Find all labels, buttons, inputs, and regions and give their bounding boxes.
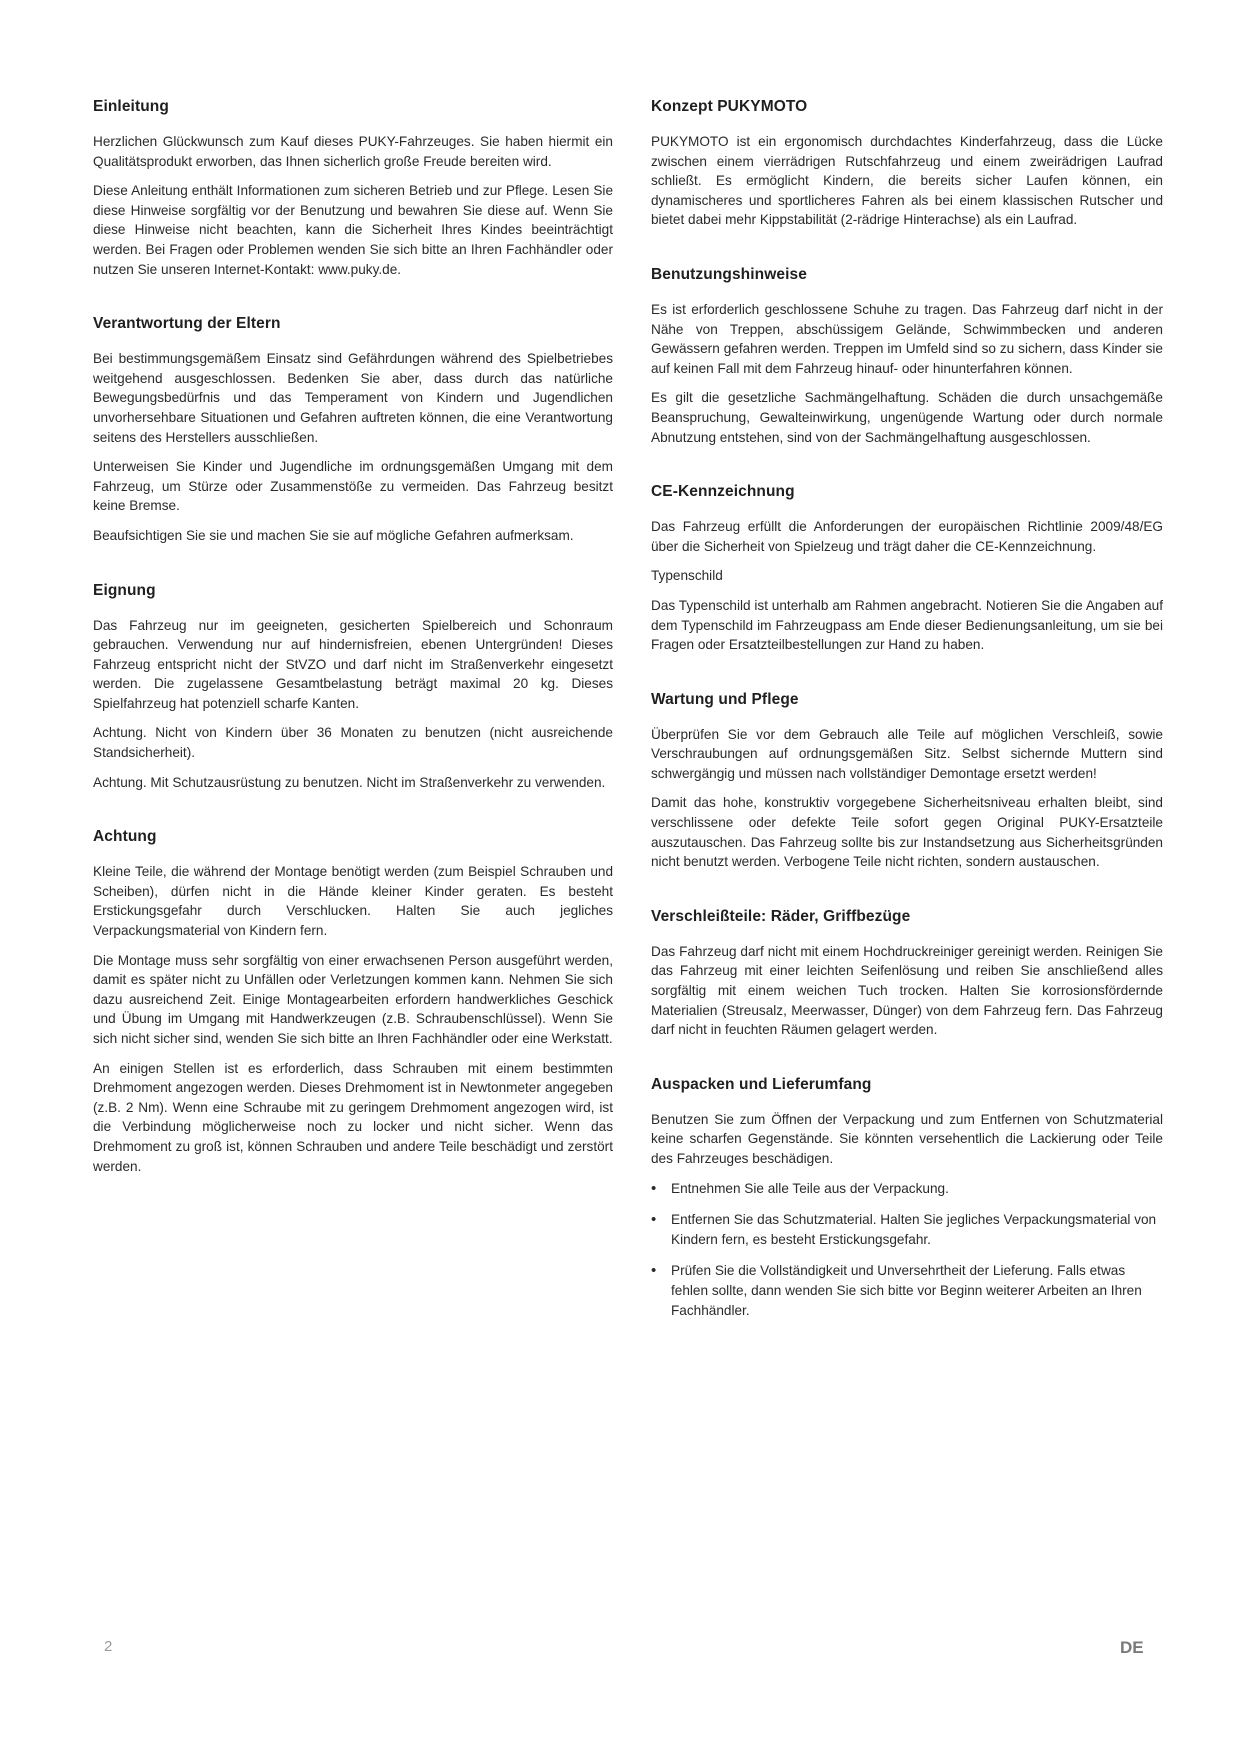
paragraph: Das Typenschild ist unterhalb am Rahmen angebracht. Notieren Sie die Angaben auf dem Typenschild im Fahrzeugpass am Ende dieser Bedienungsanleitung, um sie bei Fragen oder Ersatzteilbestellungen zur Hand zu haben. — [651, 597, 1163, 653]
paragraph: Das Fahrzeug erfüllt die Anforderungen der europäischen Richtlinie 2009/48/EG über die Sicherheit von Spielzeug und trägt daher die CE-Kennzeichnung. — [651, 519, 1163, 554]
page-number: 2 — [104, 1638, 113, 1655]
right-column — [651, 98, 1163, 1356]
section-heading: Auspacken und Lieferumfang — [651, 1075, 872, 1093]
section-heading: Benutzungshinweise — [651, 265, 807, 283]
paragraph: Damit das hohe, konstruktiv vorgegebene Sicherheitsniveau erhalten bleibt, sind verschlissene oder defekte Teile sofort gegen Original PUKY-Ersatzteile auszutauschen. Das Fahrzeug sollte bis zur Instandsetzung aus Sicherheitsgründen nicht benutzt werden. Verbogene Teile nicht richten, sondern austauschen. — [651, 795, 1163, 870]
section-verschleissteile — [651, 908, 1163, 1040]
section-auspacken — [651, 1076, 1163, 1320]
list-item: • Prüfen Sie die Vollständigkeit und Unversehrtheit der Lieferung. Falls etwas fehlen sollte, dann wenden Sie sich bitte vor Beginn weiterer Arbeiten an Ihren Fachhändler. — [651, 1261, 1163, 1320]
left-column — [93, 98, 613, 1212]
list-item: • Entfernen Sie das Schutzmaterial. Halten Sie jegliches Verpackungsmaterial von Kindern fern, es besteht Erstickungsgefahr. — [651, 1210, 1163, 1249]
paragraph: Bei bestimmungsgemäßem Einsatz sind Gefährdungen während des Spielbetriebes weitgehend ausgeschlossen. Bedenken Sie aber, dass durch das natürliche Bewegungsbedürfnis und das Temperament von Kindern und Jugendlichen unvorhersehbare Situationen und Gefahren auftreten können, die eine Verantwortung seitens des Herstellers ausschließen. — [93, 351, 613, 445]
language-code: DE — [1120, 1638, 1144, 1657]
section-heading: Wartung und Pflege — [651, 690, 799, 708]
paragraph: Diese Anleitung enthält Informationen zum sicheren Betrieb und zur Pflege. Lesen Sie diese Hinweise sorgfältig vor der Benutzung und bewahren Sie diese auf. Wenn Sie diese Hinweise nicht beachten, kann die Sicherheit Ihres Kindes beeinträchtigt werden. Bei Fragen oder Problemen wenden Sie sich bitte an Ihren Fachhändler oder nutzen Sie unseren Internet-Kontakt: www.puky.de. — [93, 183, 613, 277]
section-ce-kennzeichnung — [651, 483, 1163, 655]
paragraph: Es ist erforderlich geschlossene Schuhe zu tragen. Das Fahrzeug darf nicht in der Nähe von Treppen, abschüssigem Gelände, Schwimmbecken und anderen Gewässern gefahren werden. Treppen im Umfeld sind so zu sichern, dass Kinder sie auf keinen Fall mit dem Fahrzeug hinauf- oder hinunterfahren können. — [651, 301, 1163, 376]
paragraph: Das Fahrzeug darf nicht mit einem Hochdruckreiniger gereinigt werden. Reinigen Sie das Fahrzeug mit einer leichten Seifenlösung und reiben Sie anschließend alles sorgfältig mit einem weichen Tuch trocken. Halten Sie korrosionsfördernde Materialien (Streusalz, Meerwasser, Dünger) von dem Fahrzeug fern. Das Fahrzeug darf nicht in feuchten Räumen gelagert werden. — [651, 943, 1163, 1038]
section-einleitung — [93, 98, 613, 279]
section-heading: Achtung — [93, 828, 157, 846]
section-heading: CE-Kennzeichnung — [651, 483, 795, 501]
list-item: • Entnehmen Sie alle Teile aus der Verpackung. — [651, 1179, 1163, 1199]
paragraph: PUKYMOTO ist ein ergonomisch durchdachtes Kinderfahrzeug, dass die Lücke zwischen einem vierrädrigen Rutschfahrzeug und einem zweirädrigen Laufrad schließt. Es ermöglicht Kindern, die bereits sicher Laufen können, ein dynamischeres und sportlicheres Fahren als bei einem klassischen Rutscher und bietet dabei mehr Kippstabilität (2-rädrige Hinterachse) als ein Laufrad. — [651, 134, 1163, 228]
paragraph: Überprüfen Sie vor dem Gebrauch alle Teile auf möglichen Verschleiß, sowie Verschraubungen auf ordnungsgemäßen Sitz. Selbst sichernde Muttern sind schwergängig und müssen nach vollständiger Demontage ersetzt werden! — [651, 726, 1163, 781]
section-heading: Konzept PUKYMOTO — [651, 98, 808, 115]
section-eignung — [93, 582, 613, 793]
paragraph: Benutzen Sie zum Öffnen der Verpackung und zum Entfernen von Schutzmaterial keine scharfen Gegenstände. Sie könnten versehentlich die Lackierung oder Teile des Fahrzeuges beschädigen. — [651, 1111, 1163, 1166]
paragraph: Achtung. Mit Schutzausrüstung zu benutzen. Nicht im Straßenverkehr zu verwenden. — [93, 774, 606, 790]
section-benutzungshinweise — [651, 266, 1163, 447]
section-achtung — [93, 828, 613, 1176]
section-heading: Verantwortung der Eltern — [93, 315, 281, 333]
paragraph: An einigen Stellen ist es erforderlich, dass Schrauben mit einem bestimmten Drehmoment angezogen werden. Dieses Drehmoment ist in Newtonmeter angegeben (z.B. 2 Nm). Wenn eine Schraube mit zu geringem Drehmoment angezogen wird, ist die Verbindung möglicherweise noch zu locker und nicht sicher. Wenn das Drehmoment zu groß ist, können Schrauben und andere Teile beschädigt und zerstört werden. — [93, 1060, 613, 1174]
bullet-list — [651, 1179, 1163, 1321]
section-wartung — [651, 691, 1163, 872]
section-verantwortung — [93, 315, 613, 545]
section-heading: Verschleißteile: Räder, Griffbezüge — [651, 907, 911, 925]
section-heading: Einleitung — [93, 98, 169, 115]
paragraph: Beaufsichtigen Sie sie und machen Sie sie auf mögliche Gefahren aufmerksam. — [93, 527, 574, 543]
subheading-typenschild: Typenschild — [651, 568, 723, 584]
paragraph: Unterweisen Sie Kinder und Jugendliche im ordnungsgemäßen Umgang mit dem Fahrzeug, um Stürze oder Zusammenstöße zu vermeiden. Das Fahrzeug besitzt keine Bremse. — [93, 459, 613, 514]
paragraph: Die Montage muss sehr sorgfältig von einer erwachsenen Person ausgeführt werden, damit es später nicht zu Unfällen oder Verletzungen kommen kann. Nehmen Sie sich dazu ausreichend Zeit. Einige Montagearbeiten erfordern handwerkliches Geschick und Übung im Umgang mit Handwerkzeugen (z.B. Schraubenschlüssel). Wenn Sie sich nicht sicher sind, wenden Sie sich bitte an Ihren Fachhändler oder eine Werkstatt. — [93, 952, 613, 1046]
paragraph: Das Fahrzeug nur im geeigneten, gesicherten Spielbereich und Schonraum gebrauchen. Verwendung nur auf hindernisfreien, ebenen Untergründen! Dieses Fahrzeug entspricht nicht der StVZO und darf nicht im Straßenverkehr eingesetzt werden. Die zugelassene Gesamtbelastung beträgt maximal 20 kg. Dieses Spielfahrzeug hat potenziell scharfe Kanten. — [93, 617, 613, 711]
paragraph: Es gilt die gesetzliche Sachmängelhaftung. Schäden die durch unsachgemäße Beanspruchung, Gewalteinwirkung, ungenügende Wartung oder durch normale Abnutzung entstehen, sind von der Sachmängelhaftung ausgeschlossen. — [651, 390, 1163, 445]
paragraph: Herzlichen Glückwunsch zum Kauf dieses PUKY-Fahrzeuges. Sie haben hiermit ein Qualitätsprodukt erworben, das Ihnen sicherlich große Freude bereiten wird. — [93, 134, 613, 169]
section-konzept — [651, 98, 1163, 230]
paragraph: Kleine Teile, die während der Montage benötigt werden (zum Beispiel Schrauben und Scheiben), dürfen nicht in die Hände kleiner Kinder geraten. Es besteht Erstickungsgefahr durch Verschlucken. Halten Sie auch jegliches Verpackungsmaterial von Kindern fern. — [93, 864, 613, 939]
paragraph: Achtung. Nicht von Kindern über 36 Monaten zu benutzen (nicht ausreichende Standsicherheit). — [93, 725, 613, 761]
section-heading: Eignung — [93, 581, 156, 599]
